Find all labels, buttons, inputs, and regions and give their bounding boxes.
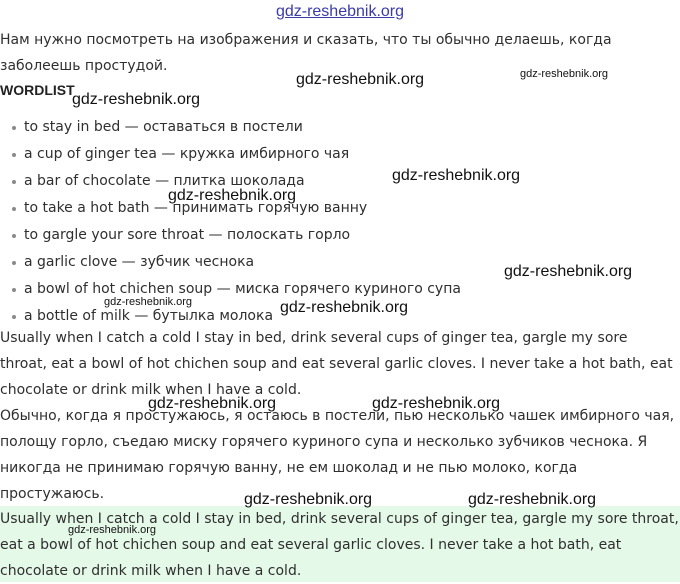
wordlist-item: [0, 141, 620, 168]
wordlist-item-text: to stay in bed — оставаться в постели: [24, 119, 303, 135]
wordlist-item-text: a bar of chocolate — плитка шоколада: [24, 173, 305, 189]
wordlist-item: [0, 168, 620, 195]
watermark: gdz-reshebnik.org: [520, 68, 609, 80]
intro-text: Нам нужно посмотреть на изображения и сказать, что ты обычно делаешь, когда заболеешь простудой.: [0, 32, 612, 74]
wordlist-item: [0, 195, 620, 222]
watermark: gdz-reshebnik.org: [104, 296, 193, 308]
watermark: gdz-reshebnik.org: [504, 263, 633, 280]
bullet-icon: [12, 261, 16, 265]
watermark: gdz-reshebnik.org: [392, 167, 521, 184]
watermark: gdz-reshebnik.org: [296, 71, 425, 88]
bullet-icon: [12, 288, 16, 292]
answer-highlighted: Usually when I catch a cold I stay in bed, drink several cups of ginger tea, gargle my sore throat, eat a bowl of hot chichen soup and eat several garlic cloves. I never take a hot bath, eat chocolate or drink milk when I have a cold.: [0, 506, 680, 582]
wordlist-item: [0, 222, 620, 249]
watermark: gdz-reshebnik.org: [68, 524, 157, 536]
wordlist-item-text: to take a hot bath — принимать горячую ванну: [24, 200, 368, 216]
site-link-header[interactable]: gdz-reshebnik.org: [275, 3, 405, 20]
bullet-icon: [12, 153, 16, 157]
watermark: gdz-reshebnik.org: [372, 395, 501, 412]
watermark: gdz-reshebnik.org: [244, 491, 373, 508]
wordlist-heading: WORDLIST: [0, 82, 75, 98]
wordlist: [0, 114, 620, 330]
bullet-icon: [12, 315, 16, 319]
bullet-icon: [12, 126, 16, 130]
watermark: gdz-reshebnik.org: [148, 395, 277, 412]
answer-russian: Обычно, когда я простужаюсь, я остаюсь в постели, пью несколько чашек имбирного чая, полощу горло, съедаю миску горячего куриного супа и несколько зубчиков чеснока. Я никогда не принимаю горячую ванну, не ем шоколад и не пью молоко, когда простужаюсь.: [0, 408, 675, 502]
watermark: gdz-reshebnik.org: [468, 491, 597, 508]
bullet-icon: [12, 207, 16, 211]
bullet-icon: [12, 234, 16, 238]
wordlist-item-text: to gargle your sore throat — полоскать горло: [24, 227, 351, 243]
wordlist-item-text: a garlic clove — зубчик чеснока: [24, 254, 255, 270]
watermark: gdz-reshebnik.org: [280, 299, 409, 316]
wordlist-item-text: a bottle of milk — бутылка молока: [24, 308, 274, 324]
watermark: gdz-reshebnik.org: [168, 187, 297, 204]
wordlist-item-text: a cup of ginger tea — кружка имбирного чая: [24, 146, 350, 162]
wordlist-item-text: a bowl of hot chichen soup — миска горячего куриного супа: [24, 281, 461, 297]
wordlist-item: [0, 114, 620, 141]
answer-english: Usually when I catch a cold I stay in bed, drink several cups of ginger tea, gargle my sore throat, eat a bowl of hot chichen soup and eat several garlic cloves. I never take a hot bath, eat chocolate or drink milk when I have a cold.: [0, 330, 673, 398]
bullet-icon: [12, 180, 16, 184]
watermark: gdz-reshebnik.org: [72, 91, 201, 108]
